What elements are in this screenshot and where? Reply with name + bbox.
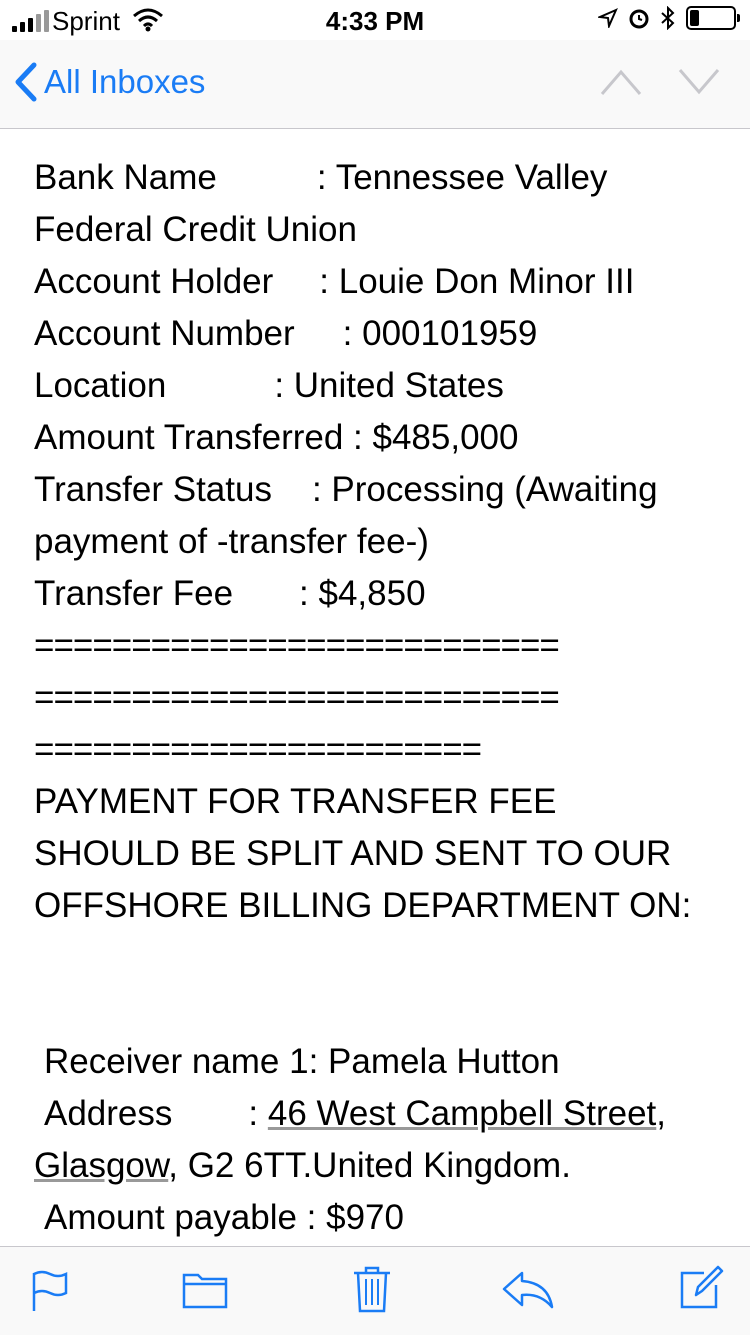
move-to-folder-button[interactable]: [182, 1269, 228, 1314]
carrier-name: Sprint: [52, 6, 120, 36]
bank-name-value: : Tennessee Valley: [316, 158, 608, 197]
address-city-link[interactable]: Glasgow: [34, 1146, 169, 1185]
account-number-label: Account Number: [34, 314, 295, 353]
flag-icon: [30, 1269, 70, 1313]
transfer-status-row: [34, 464, 724, 516]
bluetooth-icon: [660, 6, 676, 30]
payment-instruction-line-1: PAYMENT FOR TRANSFER FEE: [34, 782, 557, 821]
back-button[interactable]: [14, 62, 205, 102]
compose-icon: [678, 1265, 724, 1311]
bank-name-continuation: Federal Credit Union: [34, 210, 357, 249]
transfer-fee-value: : $4,850: [299, 574, 426, 613]
location-row: [34, 360, 724, 412]
account-holder-value: : Louie Don Minor III: [319, 262, 635, 301]
compose-button[interactable]: [678, 1265, 724, 1316]
separator-line-1: ===========================: [34, 626, 559, 665]
address-comma: ,: [656, 1094, 667, 1133]
address-street-link[interactable]: 46 West Campbell Street: [267, 1094, 657, 1133]
battery-icon: [686, 6, 736, 30]
amount-payable-row: Amount payable : $970: [44, 1198, 404, 1237]
location-arrow-icon: [598, 8, 618, 28]
chevron-left-icon: [14, 62, 38, 102]
next-message-chevron-down-icon[interactable]: [678, 68, 720, 96]
folder-icon: [182, 1269, 228, 1309]
address-label: Address: [44, 1094, 173, 1133]
payment-instruction-line-2: SHOULD BE SPLIT AND SENT TO OUR: [34, 834, 672, 873]
account-number-value: : 000101959: [342, 314, 538, 353]
transfer-status-continuation: payment of -transfer fee-): [34, 522, 429, 561]
status-bar: [0, 0, 750, 40]
reply-icon: [502, 1269, 554, 1309]
location-label: Location: [34, 366, 167, 405]
amount-transferred-row: Amount Transferred : $485,000: [34, 418, 519, 457]
alarm-icon: [628, 7, 650, 29]
address-continuation: [34, 1140, 724, 1192]
email-body: [34, 152, 724, 1244]
previous-message-chevron-up-icon[interactable]: [600, 68, 642, 96]
bank-name-label: Bank Name: [34, 158, 217, 197]
address-colon: :: [248, 1094, 268, 1133]
transfer-status-value: : Processing (Awaiting: [311, 470, 658, 509]
account-holder-label: Account Holder: [34, 262, 274, 301]
trash-button[interactable]: [352, 1265, 392, 1318]
trash-icon: [352, 1265, 392, 1313]
receiver-name-row: Receiver name 1: Pamela Hutton: [44, 1042, 560, 1081]
account-holder-row: [34, 256, 724, 308]
message-navigation: [600, 68, 720, 96]
address-rest: , G2 6TT.United Kingdom.: [168, 1146, 571, 1185]
separator-line-3: =======================: [34, 730, 482, 769]
account-number-row: [34, 308, 724, 360]
bank-name-row: [34, 152, 724, 204]
payment-instruction-line-3: OFFSHORE BILLING DEPARTMENT ON:: [34, 886, 692, 925]
transfer-fee-row: [34, 568, 724, 620]
status-icons: [598, 6, 736, 30]
clock-time: 4:33 PM: [325, 6, 425, 36]
flag-button[interactable]: [30, 1269, 70, 1318]
location-value: : United States: [274, 366, 504, 405]
address-row: [34, 1088, 724, 1140]
transfer-fee-label: Transfer Fee: [34, 574, 234, 613]
nav-bar: [0, 40, 750, 129]
reply-button[interactable]: [502, 1269, 554, 1314]
back-button-label: All Inboxes: [44, 63, 206, 100]
separator-line-2: ===========================: [34, 678, 559, 717]
bottom-toolbar: [0, 1246, 750, 1335]
transfer-status-label: Transfer Status: [34, 470, 272, 509]
